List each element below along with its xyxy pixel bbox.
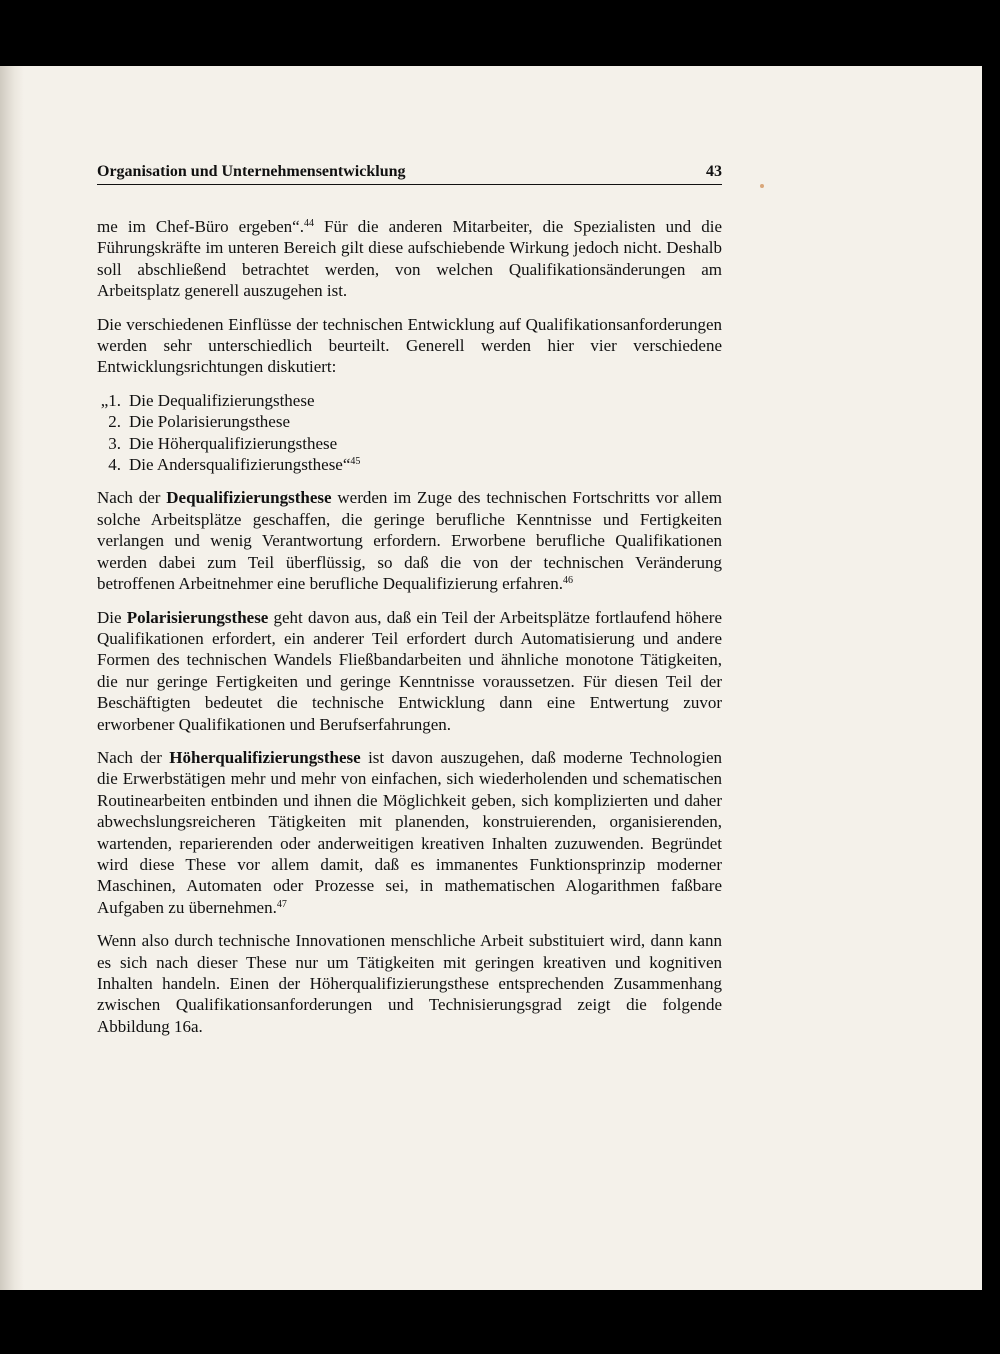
book-page <box>0 66 982 1290</box>
list-item: 3. Die Höherqualifizierungsthese <box>108 433 338 453</box>
footnote-ref: 46 <box>563 575 574 587</box>
list-item: 2. Die Polarisierungsthese <box>108 412 290 432</box>
ink-speck <box>760 184 764 188</box>
running-header <box>97 163 722 185</box>
term-polarisierungsthese: Polarisierungsthese <box>126 607 269 627</box>
list-item: „1. Die Dequalifizierungsthese <box>100 390 315 410</box>
paragraph-2: Die verschiedenen Einflüsse der technischen Entwicklung auf Qualifikationsanforderungen werden sehr unterschiedlich beurteilt. Generell werden hier vier verschiedene Entwicklungsrichtungen diskutiert: <box>97 314 722 377</box>
book-spine-shadow <box>0 66 24 1290</box>
footnote-ref: 44 <box>303 218 314 229</box>
footnote-ref: 45 <box>350 456 361 468</box>
footnote-ref: 47 <box>276 898 287 910</box>
paragraph-1: me im Chef-Büro ergeben“.$^{44}$ Für die anderen Mitarbeiter, die Spezialisten und die Führungskräfte im unteren Bereich gilt diese aufschiebende Wirkung jedoch nicht. Deshalb soll abschließend betrachtet werden, von welchen Qualifikationsänderungen am Arbeitsplatz generell auszugehen ist. <box>97 217 722 301</box>
list-item: 4. Die Andersqualifizierungsthese“$^{45}$ <box>108 455 361 475</box>
term-dequalifizierungsthese: Dequalifizierungsthese <box>166 488 332 508</box>
header-title: Organisation und Unternehmensentwicklung <box>97 163 406 180</box>
theses-list <box>97 390 722 476</box>
term-hoeherqualifizierungsthese: Höherqualifizierungsthese <box>169 747 361 767</box>
paragraph-polarisierung: Die Polarisierungsthese geht davon aus, daß ein Teil der Arbeitsplätze fortlaufend höhere Qualifikationen erfordert, ein anderer Teil erfordert durch Automatisierung und andere Formen des technischen Wandels Fließbandarbeiten und ähnliche monotone Tätigkeiten, die nur geringe Fertigkeiten und geringe Kenntnisse voraussetzen. Für diesen Teil der Beschäftigten bedeutet die technische Entwicklung dann eine Entwertung zuvor erworbener Qualifikationen und Berufserfahrungen. <box>97 607 722 734</box>
paragraph-hoeherqualifizierung: Nach der Höherqualifizierungsthese ist davon auszugehen, daß moderne Technologien die Erwerbstätigen mehr und mehr von einfachen, sich wiederholenden und schematischen Routinearbeiten entbinden und ihnen die Möglichkeit geben, sich komplizierten und daher abwechslungsreicheren Tätigkeiten mit planenden, konstruierenden, organisierenden, wartenden, reparierenden oder anderweitigen kreativen Inhalten zuzuwenden. Begründet wird diese These vor allem damit, daß es immanentes Funktionsprinzip moderner Maschinen, Automaten oder Prozesse sei, in mathematischen Alogarithmen faßbare Aufgaben zu übernehmen.$^{47}$ <box>97 747 722 917</box>
paragraph-dequalifizierung: Nach der Dequalifizierungsthese werden im Zuge des technischen Fortschritts vor allem solche Arbeitsplätze geschaffen, die geringe berufliche Kenntnisse und Fertigkeiten verlangen und wenig Verantwortung erfordern. Erworbene berufliche Qualifikationen werden dabei zum Teil überflüssig, so daß die von der technischen Veränderung betroffenen Arbeitnehmer eine berufliche Dequalifizierung erfahren.$^{46}$ <box>97 488 722 594</box>
body-text <box>97 216 722 1049</box>
page-number: 43 <box>706 163 722 180</box>
paragraph-6: Wenn also durch technische Innovationen menschliche Arbeit substituiert wird, dann kann es sich nach dieser These nur um Tätigkeiten mit geringen kreativen und kognitiven Inhalten handeln. Einen der Höherqualifizierungsthese entsprechenden Zusammenhang zwischen Qualifikationsanforderungen und Technisierungsgrad zeigt die folgende Abbildung 16a. <box>97 931 722 1036</box>
